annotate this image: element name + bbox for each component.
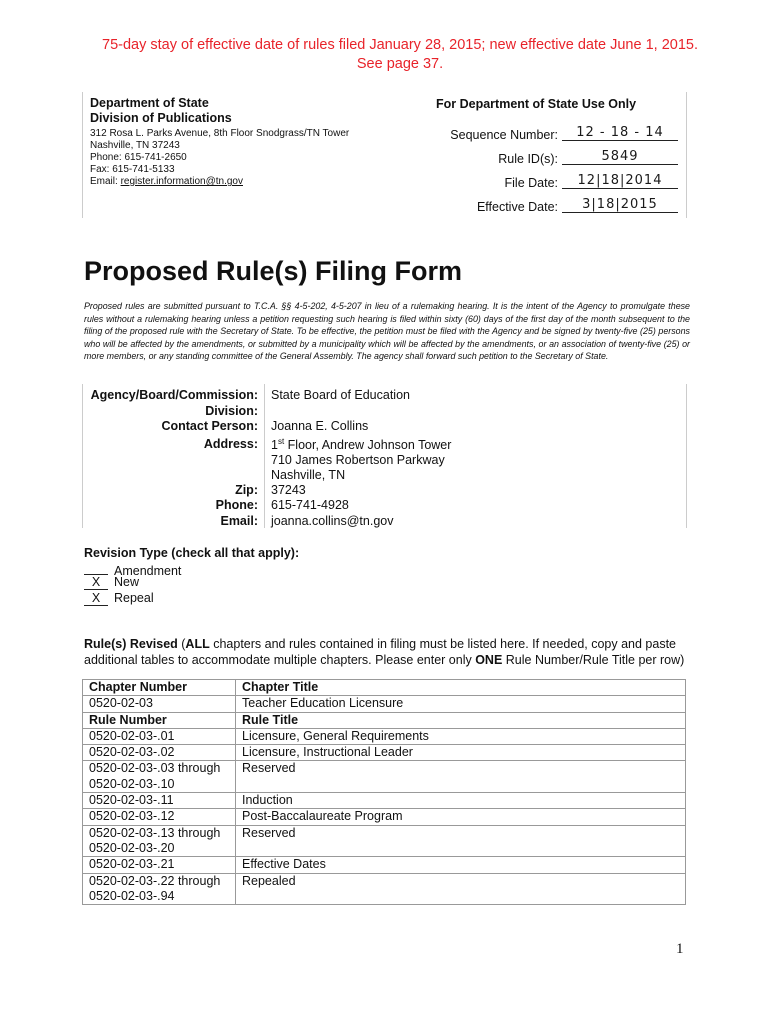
division-label: Division: <box>205 404 258 418</box>
dos-fax: Fax: 615-741-5133 <box>90 164 175 175</box>
rules-intro-all: ALL <box>185 637 210 651</box>
rule-number: 0520-02-03-.12 <box>83 809 236 825</box>
zip-value: 37243 <box>271 483 306 497</box>
table-row <box>83 728 686 744</box>
dos-email-line <box>90 176 349 188</box>
rule-title: Licensure, General Requirements <box>236 728 686 744</box>
amendment-checkbox[interactable] <box>84 560 108 575</box>
rule-number-range <box>83 761 236 793</box>
chapter-title-header: Chapter Title <box>236 680 686 696</box>
address-label: Address: <box>203 437 258 451</box>
file-date-value: 12|18|2014 <box>562 173 678 189</box>
file-date-label: File Date: <box>504 176 558 190</box>
rules-intro-part-6: Rule Number/Rule Title per row) <box>502 653 685 667</box>
page-number: 1 <box>676 941 684 957</box>
rule-header-row <box>83 712 686 728</box>
table-row <box>83 761 686 793</box>
table-row <box>83 857 686 873</box>
dos-email-label: Email: <box>90 176 121 187</box>
stay-notice-line1: 75-day stay of effective date of rules filed January 28, 2015; new effective date June 1, 2015. <box>102 37 698 53</box>
sequence-number-value: 12 - 18 - 14 <box>562 125 678 141</box>
agency-labels <box>84 388 258 528</box>
rule-number-range <box>83 873 236 905</box>
agency-right-edge <box>686 384 687 528</box>
table-row <box>83 809 686 825</box>
rules-revised-instructions <box>84 636 690 668</box>
table-row <box>83 825 686 857</box>
new-checkbox[interactable]: X <box>84 575 108 590</box>
agency-values <box>271 388 681 528</box>
chapter-number-header: Chapter Number <box>83 680 236 696</box>
phone-label: Phone: <box>215 498 258 512</box>
dos-contact-block <box>90 96 349 188</box>
table-row <box>83 793 686 809</box>
rule-title: Reserved <box>236 825 686 857</box>
dos-email-link[interactable]: register.information@tn.gov <box>120 176 243 187</box>
chapter-number: 0520-02-03 <box>83 696 236 712</box>
rule-number-start: 0520-02-03-.13 through <box>89 825 221 840</box>
rule-title: Repealed <box>236 873 686 905</box>
address-floor-suffix: st <box>277 437 285 446</box>
revision-repeal <box>84 591 154 606</box>
email-value: joanna.collins@tn.gov <box>271 514 394 528</box>
agency-value: State Board of Education <box>271 388 410 402</box>
rule-id-label: Rule ID(s): <box>498 152 558 166</box>
rule-number-end: 0520-02-03-.10 <box>89 776 175 791</box>
form-title: Proposed Rule(s) Filing Form <box>84 256 463 286</box>
table-row <box>83 745 686 761</box>
intro-paragraph: Proposed rules are submitted pursuant to T.C.A. §§ 4-5-202, 4-5-207 in lieu of a rulemaking hearing. It is the intent of the Agency to promulgate these rules without a rulemaking hearing unless a petition requesting such hearing is filed within sixty (60) days of the first day of the month subsequent to the filing of the proposed rule with the Secretary of State. To be effective, the petition must be filed with the Agency and be signed by twenty-five (25) persons who will be affected by the amendments, or submitted by a municipality which will be affected by the amendments, or an association of twenty-five (25) or more members, or any standing committee of the General Assembly. The agency shall forward such petition to the Secretary of State. <box>84 301 690 362</box>
stay-notice <box>60 36 740 74</box>
state-use-title: For Department of State Use Only <box>436 97 637 111</box>
chapter-title: Teacher Education Licensure <box>236 696 686 712</box>
address-line-3: Nashville, TN <box>271 468 346 482</box>
dos-org-name: Department of State <box>90 96 209 110</box>
rule-number-range <box>83 825 236 857</box>
rule-number: 0520-02-03-.11 <box>83 793 236 809</box>
repeal-checkbox[interactable]: X <box>84 591 108 606</box>
rule-title: Effective Dates <box>236 857 686 873</box>
rule-title: Post-Baccalaureate Program <box>236 809 686 825</box>
repeal-label: Repeal <box>114 591 154 605</box>
chapter-header-row <box>83 680 686 696</box>
rules-revised-heading: Rule(s) Revised <box>84 637 178 651</box>
rules-intro-part-4: chapters and rules contained in filing must be listed here. If needed, copy and paste additional tables to accommodate multiple chapters. Please enter only <box>84 637 677 667</box>
left-box-edge <box>82 92 83 218</box>
address-line-1 <box>271 437 451 452</box>
rule-title: Induction <box>236 793 686 809</box>
address-floor-number: 1 <box>271 438 278 453</box>
effective-date-value: 3|18|2015 <box>562 197 678 213</box>
rule-number: 0520-02-03-.21 <box>83 857 236 873</box>
phone-value: 615-741-4928 <box>271 498 349 512</box>
dos-division-name: Division of Publications <box>90 111 232 125</box>
rule-number-header: Rule Number <box>83 712 236 728</box>
stay-notice-line2: See page 37. <box>356 56 444 72</box>
contact-label: Contact Person: <box>161 419 258 433</box>
agency-left-edge <box>82 384 83 528</box>
rule-title: Licensure, Instructional Leader <box>236 745 686 761</box>
sequence-number-label: Sequence Number: <box>450 128 558 142</box>
new-label: New <box>114 575 140 589</box>
chapter-row <box>83 696 686 712</box>
contact-value: Joanna E. Collins <box>271 419 369 433</box>
zip-label: Zip: <box>235 483 258 497</box>
dos-address: 312 Rosa L. Parks Avenue, 8th Floor Snodgrass/TN Tower <box>90 128 350 139</box>
rule-id-value: 5849 <box>562 149 678 165</box>
revision-type-title: Revision Type (check all that apply): <box>84 546 300 560</box>
rule-number-end: 0520-02-03-.20 <box>89 840 175 855</box>
effective-date-label: Effective Date: <box>476 200 558 214</box>
address-line-2: 710 James Robertson Parkway <box>271 453 445 467</box>
agency-divider <box>264 384 265 528</box>
dos-city: Nashville, TN 37243 <box>90 140 180 151</box>
rule-title-header: Rule Title <box>236 712 686 728</box>
rule-number: 0520-02-03-.01 <box>83 728 236 744</box>
rule-title: Reserved <box>236 761 686 793</box>
email-label: Email: <box>220 514 258 528</box>
agency-label: Agency/Board/Commission: <box>90 388 258 402</box>
rules-intro-one: ONE <box>475 653 503 667</box>
revision-new <box>84 575 139 590</box>
amendment-label: Amendment <box>114 564 182 578</box>
rules-table <box>82 679 686 905</box>
rule-number-start: 0520-02-03-.22 through <box>89 873 221 888</box>
rule-number: 0520-02-03-.02 <box>83 745 236 761</box>
right-box-edge <box>686 92 687 218</box>
address-floor-rest: Floor, Andrew Johnson Tower <box>284 438 452 453</box>
rule-number-end: 0520-02-03-.94 <box>89 888 175 903</box>
table-row <box>83 873 686 905</box>
dos-phone: Phone: 615-741-2650 <box>90 152 187 163</box>
rules-intro-part-2: ( <box>177 637 186 651</box>
rule-number-start: 0520-02-03-.03 through <box>89 761 221 776</box>
